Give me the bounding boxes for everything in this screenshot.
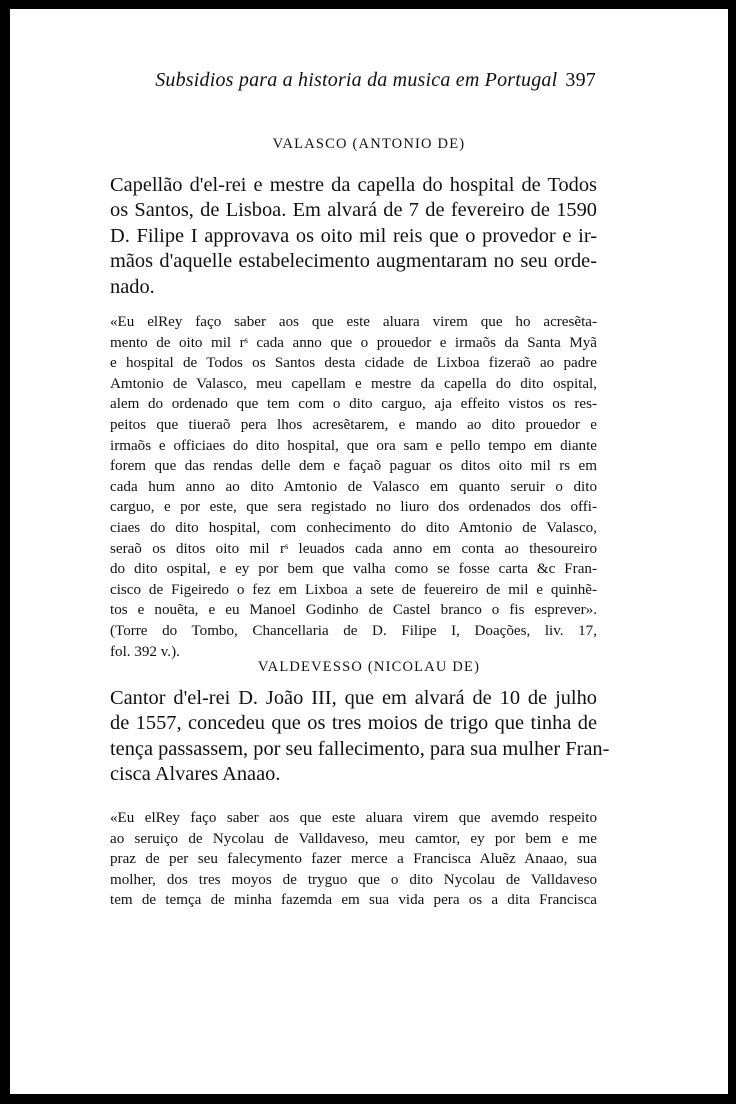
entry-heading: VALASCO (ANTONIO DE) bbox=[272, 136, 466, 152]
quote-line: peitos que tiueraõ pera lhos acresẽtarem, e mando ao dito prouedor e bbox=[110, 416, 597, 433]
quote-line: mento de oito mil rˢ cada anno que o prouedor e irmaõs da Santa Myã bbox=[110, 334, 597, 351]
quote-line: seraõ os ditos oito mil rˢ leuados cada anno em conta ao thesoureiro bbox=[110, 540, 597, 557]
quote-line: do dito ospital, e ey por bem que valha como se fosse carta &c Fran- bbox=[110, 561, 597, 578]
entry-heading: VALDEVESSO (NICOLAU DE) bbox=[257, 659, 481, 675]
quote-line: tos e nouẽta, e eu Manoel Godinho de Castel branco o fis esprever». bbox=[110, 602, 597, 619]
running-header bbox=[10, 69, 596, 92]
quote-line: cisco de Figeiredo o fez em Lixboa a sete de feuereiro de mil e quinhẽ- bbox=[110, 581, 597, 598]
quote-line: «Eu elRey faço saber aos que este aluara virem que ho acresẽta- bbox=[110, 314, 597, 330]
body-line: nado. bbox=[110, 275, 155, 298]
entry-quotation bbox=[110, 808, 597, 911]
entry-body bbox=[110, 686, 610, 788]
quote-line: carguo, e por este, que sera registado no liuro dos ordenados dos offi- bbox=[110, 499, 597, 516]
entry-body bbox=[110, 173, 597, 300]
quote-line: praz de per seu falecymento fazer merce a Francisca Aluẽz Anaao, sua bbox=[110, 851, 597, 868]
body-line: de 1557, concedeu que os tres moios de trigo que tinha de bbox=[110, 712, 597, 735]
body-line: D. Filipe I approvava os oito mil reis que o provedor e ir- bbox=[110, 224, 597, 247]
quote-line: ciaes do dito hospital, com conhecimento do dito Amtonio de Valasco, bbox=[110, 519, 597, 536]
quote-line: fol. 392 v.). bbox=[110, 643, 180, 660]
quote-line: cada hum anno ao dito Amtonio de Valasco em quanto seruir o dito bbox=[110, 478, 597, 495]
body-line: Cantor d'el-rei D. João III, que em alvará de 10 de julho bbox=[110, 687, 597, 709]
body-line: tença passassem, por seu fallecimento, para sua mulher Fran- bbox=[110, 737, 610, 760]
body-line: os Santos, de Lisboa. Em alvará de 7 de fevereiro de 1590 bbox=[110, 199, 597, 222]
quote-line: ao seruiço de Nycolau de Valldaveso, meu camtor, ey por bem e me bbox=[110, 830, 597, 847]
quote-line: (Torre do Tombo, Chancellaria de D. Filipe I, Doações, liv. 17, bbox=[110, 622, 597, 639]
body-line: cisca Alvares Anaao. bbox=[110, 763, 281, 786]
quote-line: «Eu elRey faço saber aos que este aluara virem que avemdo respeito bbox=[110, 810, 597, 826]
quote-line: alem do ordenado que tem com o dito carguo, aja effeito vistos os res- bbox=[110, 396, 597, 413]
entry-quotation bbox=[110, 312, 597, 662]
quote-line: e hospital de Todos os Santos desta cidade de Lixboa fizeraõ ao padre bbox=[110, 355, 597, 372]
body-line: Capellão d'el-rei e mestre da capella do hospital de Todos bbox=[110, 174, 597, 196]
quote-line: irmaõs e officiaes do dito hospital, que ora sam e pello tempo em diante bbox=[110, 437, 597, 454]
page-number: 397 bbox=[565, 69, 596, 91]
quote-line: Amtonio de Valasco, meu capellam e mestre da capella do dito ospital, bbox=[110, 375, 597, 392]
quote-line: molher, dos tres moyos de tryguo que o dito Nycolau de Valldaveso bbox=[110, 871, 597, 888]
body-line: mãos d'aquelle estabelecimento augmentaram no seu orde- bbox=[110, 250, 597, 273]
book-page bbox=[10, 9, 728, 1094]
quote-line: forem que das rendas delle dem e façaõ paguar os ditos oito mil rs em bbox=[110, 458, 597, 475]
running-title: Subsidios para a historia da musica em Portugal bbox=[155, 69, 558, 91]
quote-line: tem de temça de minha fazemda em sua vida pera os a dita Francisca bbox=[110, 892, 597, 909]
